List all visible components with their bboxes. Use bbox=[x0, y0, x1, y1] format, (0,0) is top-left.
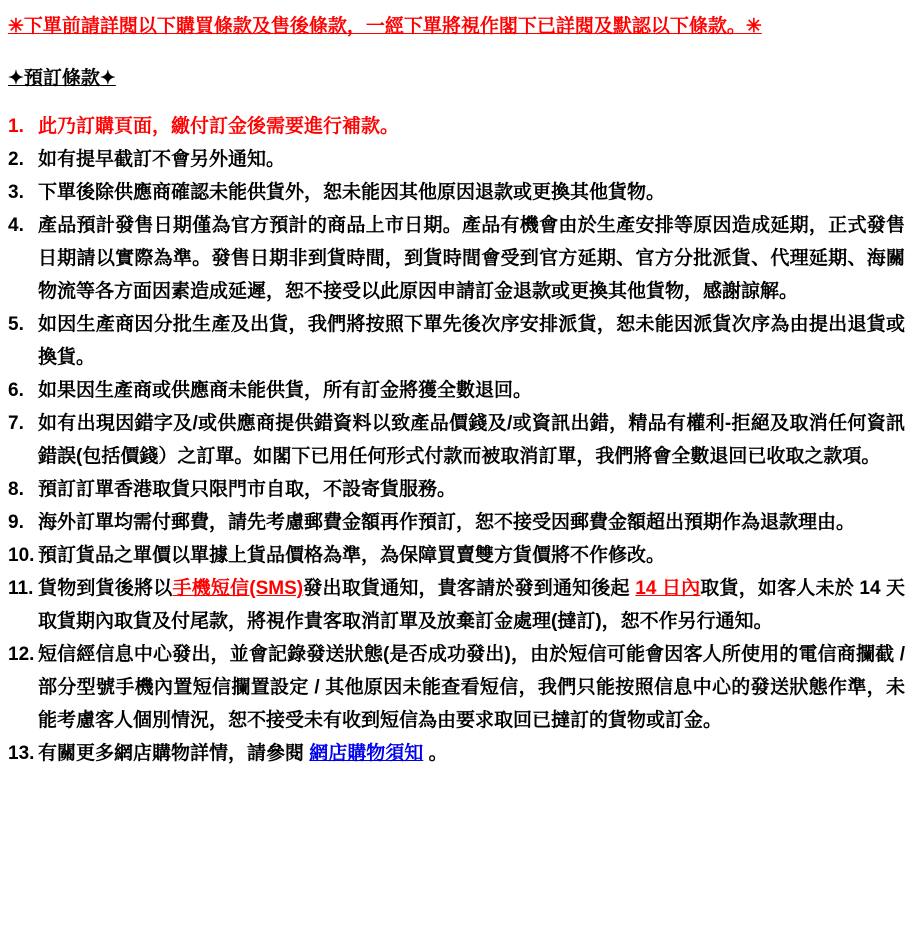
term-item bbox=[8, 572, 905, 638]
term-text bbox=[38, 737, 905, 770]
term-segment: 如有出現因錯字及/或供應商提供錯資料以致產品價錢及/或資訊出錯，精品有權利-拒絕及取消任何資訊錯誤(包括價錢）之訂單。如閣下已用任何形式付款而被取消訂單，我們將會全數退回已收取之款項。 bbox=[38, 413, 905, 467]
term-segment: 如有提早截訂不會另外通知。 bbox=[38, 149, 286, 170]
term-item bbox=[8, 737, 905, 770]
term-number: 8. bbox=[8, 479, 24, 500]
term-number: 5. bbox=[8, 314, 24, 335]
term-item bbox=[8, 209, 905, 308]
term-segment: 下單後除供應商確認未能供貨外，恕未能因其他原因退款或更換其他貨物。 bbox=[38, 182, 666, 203]
term-segment: 如因生產商因分批生產及出貨，我們將按照下單先後次序安排派貨，恕未能因派貨次序為由提出退貨或換貨。 bbox=[38, 314, 905, 368]
term-text bbox=[38, 473, 905, 506]
term-item bbox=[8, 539, 905, 572]
term-number: 3. bbox=[8, 182, 24, 203]
term-number: 7. bbox=[8, 413, 24, 434]
term-segment: 預訂訂單香港取貨只限門市自取，不設寄貨服務。 bbox=[38, 479, 457, 500]
term-text bbox=[38, 506, 905, 539]
term-item bbox=[8, 374, 905, 407]
term-item bbox=[8, 407, 905, 473]
term-item bbox=[8, 143, 905, 176]
term-number: 9. bbox=[8, 512, 24, 533]
term-number: 2. bbox=[8, 149, 24, 170]
term-number: 13. bbox=[8, 743, 35, 764]
term-segment: 貨物到貨後將以 bbox=[38, 578, 173, 599]
term-text bbox=[38, 539, 905, 572]
term-text bbox=[38, 638, 905, 737]
term-item bbox=[8, 473, 905, 506]
terms-list bbox=[8, 110, 905, 770]
term-item bbox=[8, 308, 905, 374]
term-text bbox=[38, 374, 905, 407]
term-segment: 發出取貨通知，貴客請於發到通知後起 bbox=[303, 578, 636, 599]
term-number: 11. bbox=[8, 578, 34, 599]
term-number: 10. bbox=[8, 545, 35, 566]
term-item bbox=[8, 176, 905, 209]
term-segment: 。 bbox=[423, 743, 448, 764]
term-item bbox=[8, 638, 905, 737]
term-text bbox=[38, 110, 905, 143]
term-item bbox=[8, 110, 905, 143]
term-number: 12. bbox=[8, 644, 35, 665]
term-text bbox=[38, 407, 905, 473]
term-segment: 海外訂單均需付郵費，請先考慮郵費金額再作預訂，恕不接受因郵費金額超出預期作為退款理由。 bbox=[38, 512, 856, 533]
term-segment: 取貨，如客人未於 14 天取貨期內取貨及付尾款，將視作貴客取消訂單及放棄訂金處理(撻訂)，恕不作另行通知。 bbox=[38, 578, 906, 632]
warning-banner: ✳下單前請詳閱以下購買條款及售後條款，一經下單將視作閣下已詳閱及默認以下條款。✳ bbox=[8, 16, 762, 37]
term-segment: 此乃訂購頁面，繳付訂金後需要進行補款。 bbox=[38, 116, 400, 137]
term-segment: 產品預計發售日期僅為官方預計的商品上市日期。產品有機會由於生產安排等原因造成延期，正式發售日期請以實際為準。發售日期非到貨時間，到貨時間會受到官方延期、官方分批派貨、代理延期、海關物流等各方面因素造成延遲，恕不接受以此原因申請訂金退款或更換其他貨物，感謝諒解。 bbox=[38, 215, 905, 302]
term-number: 1. bbox=[8, 116, 24, 137]
term-number: 6. bbox=[8, 380, 24, 401]
term-segment: 如果因生產商或供應商未能供貨，所有訂金將獲全數退回。 bbox=[38, 380, 533, 401]
term-segment: 有關更多網店購物詳情，請參閱 bbox=[38, 743, 310, 764]
term-text bbox=[38, 209, 905, 308]
term-text bbox=[38, 308, 905, 374]
term-segment: 預訂貨品之單價以單據上貨品價格為準，為保障買賣雙方貨價將不作修改。 bbox=[38, 545, 666, 566]
term-number: 4. bbox=[8, 215, 24, 236]
term-segment: 短信經信息中心發出，並會記錄發送狀態(是否成功發出)，由於短信可能會因客人所使用的電信商攔截 / 部分型號手機內置短信攔置設定 / 其他原因未能查看短信，我們只能按照信息中心的發送狀態作準，未能考慮客人個別情況，恕不接受未有收到短信為由要求取回已撻訂的貨物或訂金。 bbox=[38, 644, 905, 731]
highlighted-text: 14 日內 bbox=[635, 578, 701, 599]
shop-guide-link[interactable]: 網店購物須知 bbox=[309, 743, 424, 764]
term-text bbox=[38, 143, 905, 176]
term-text bbox=[38, 176, 905, 209]
highlighted-text: 手機短信(SMS) bbox=[172, 578, 304, 599]
term-item bbox=[8, 506, 905, 539]
term-text bbox=[38, 572, 905, 638]
section-title: ✦預訂條款✦ bbox=[8, 68, 116, 89]
